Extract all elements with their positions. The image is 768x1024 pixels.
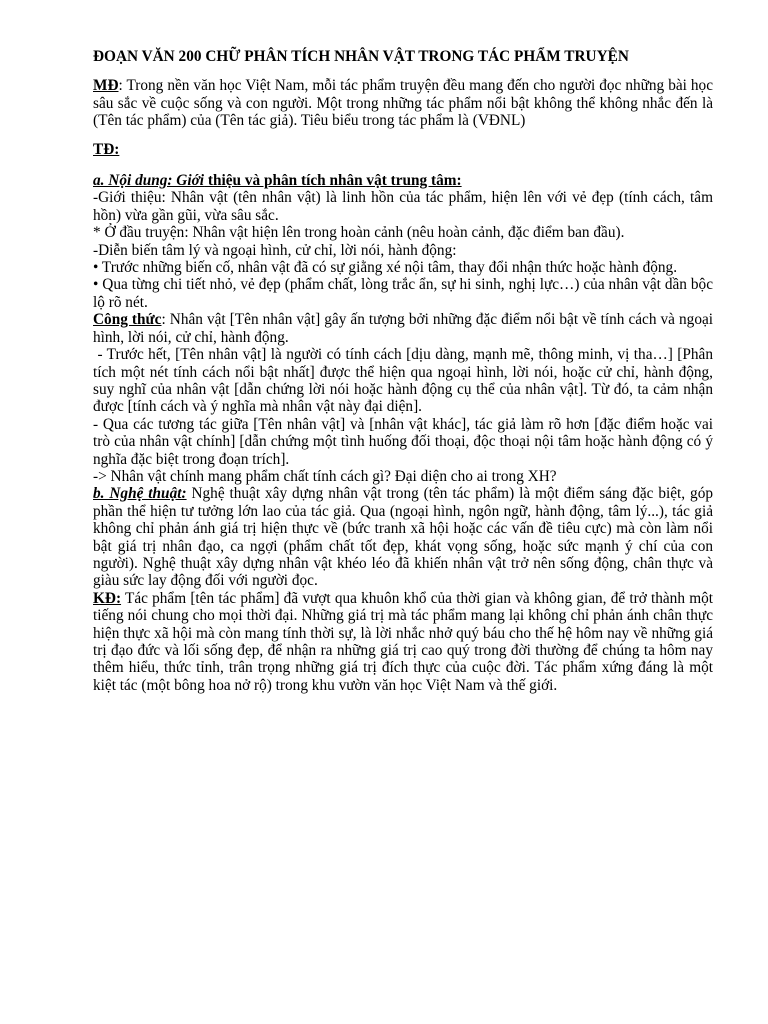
section-b-paragraph <box>93 485 713 589</box>
conclusion-label: KĐ: <box>93 589 122 607</box>
section-a-line: -Giới thiệu: Nhân vật (tên nhân vật) là linh hồn của tác phẩm, hiện lên với vẻ đẹp (tính cách, tâm hồn) vừa gần gũi, vừa sâu sắc. <box>93 189 713 224</box>
formula-label: Công thức <box>93 311 162 329</box>
intro-paragraph <box>93 77 713 129</box>
section-a-heading <box>93 172 713 189</box>
body-label: TĐ: <box>93 140 120 158</box>
conclusion-paragraph <box>93 590 713 694</box>
section-a-heading-rest: thiệu và phân tích nhân vật trung tâm: <box>204 172 462 190</box>
body-label-line <box>93 141 713 158</box>
formula-line: - Trước hết, [Tên nhân vật] là người có tính cách [dịu dàng, mạnh mẽ, thông minh, vị tha…] [Phân tích một nét tính cách nổi bật nhất] được thể hiện qua ngoại hình, lời nói, hoặc cử chỉ, hành động, suy nghĩ của nhân vật [dẫn chứng lời nói hoặc hành động cụ thể của nhân vật]. Từ đó, ta cảm nhận được [tính cách và ý nghĩa mà nhân vật này đại diện]. <box>93 346 717 416</box>
formula-line: -> Nhân vật chính mang phẩm chất tính cách gì? Đại diện cho ai trong XH? <box>93 467 557 485</box>
formula-paragraph <box>93 311 713 346</box>
formula-text: : Nhân vật [Tên nhân vật] gây ấn tượng bởi những đặc điểm nổi bật về tính cách và ngoại hình, lời nói, cử chỉ, hành động. <box>93 311 714 346</box>
document-page <box>93 48 717 694</box>
section-a-line: • Trước những biến cố, nhân vật đã có sự giằng xé nội tâm, thay đổi nhận thức hoặc hành động. <box>93 259 678 277</box>
section-a-line: * Ở đầu truyện: Nhân vật hiện lên trong hoàn cảnh (nêu hoàn cảnh, đặc điểm ban đầu). <box>93 224 625 242</box>
conclusion-text: Tác phẩm [tên tác phẩm] đã vượt qua khuôn khổ của thời gian và không gian, để trở thành một tiếng nói chung cho mọi thời đại. Những giá trị mà tác phẩm mang lại không chỉ phản ánh chân thực hiện thực xã hội mà còn mang tính thời sự, là lời nhắc nhở quý báu cho thế hệ hôm nay về những giá trị đạo đức và lối sống đẹp, để nhận ra những giá trị cao quý trong đời thường để chúng ta hôm nay thêm hiểu, thức tỉnh, trân trọng những giá trị đích thực của cuộc đời. Tác phẩm xứng đáng là một kiệt tác (một bông hoa nở rộ) trong khu vườn văn học Việt Nam và thế giới. <box>93 589 713 694</box>
section-a-line: -Diễn biến tâm lý và ngoại hình, cử chỉ, lời nói, hành động: <box>93 241 457 259</box>
section-b-label: b. Nghệ thuật: <box>93 485 187 503</box>
document-title: ĐOẠN VĂN 200 CHỮ PHÂN TÍCH NHÂN VẬT TRONG TÁC PHẨM TRUYỆN <box>93 48 629 65</box>
section-a-heading-italic: a. Nội dung: Giới <box>93 172 205 190</box>
formula-line: - Qua các tương tác giữa [Tên nhân vật] và [nhân vật khác], tác giả làm rõ hơn [đặc điểm hoặc vai trò của nhân vật chính] [dẫn chứng một tình huống đối thoại, độc thoại nội tâm hoặc hành động có ý nghĩa đặc biệt trong đoạn trích]. <box>93 415 713 468</box>
section-b-text: Nghệ thuật xây dựng nhân vật trong (tên tác phẩm) là một điểm sáng đặc biệt, góp phần thể hiện tư tưởng lớn lao của tác giả. Qua (ngoại hình, ngôn ngữ, hành động, tâm lý...), tác giả không chỉ phản ánh giá trị hiện thực về (bức tranh xã hội hoặc các vấn đề tiêu cực) mà còn làm nổi bật giá trị nhân đạo, ca ngợi (phẩm chất tốt đẹp, khát vọng sống, hoặc sức mạnh ý chí của con người). Nghệ thuật xây dựng nhân vật khéo léo đã khiến nhân vật trở nên sống động, chân thực và giàu sức lay động đối với người đọc. <box>93 485 713 590</box>
intro-text: : Trong nền văn học Việt Nam, mỗi tác phẩm truyện đều mang đến cho người đọc những bài học sâu sắc về cuộc sống và con người. Một trong những tác phẩm nổi bật không thể không nhắc đến là (Tên tác phẩm) của (Tên tác giả). Tiêu biểu trong tác phẩm là (VĐNL) <box>93 77 713 130</box>
section-a-line: • Qua từng chi tiết nhỏ, vẻ đẹp (phẩm chất, lòng trắc ẩn, sự hi sinh, nghị lực…) của nhân vật dần bộc lộ rõ nét. <box>93 276 713 311</box>
intro-label: MĐ <box>93 77 119 95</box>
